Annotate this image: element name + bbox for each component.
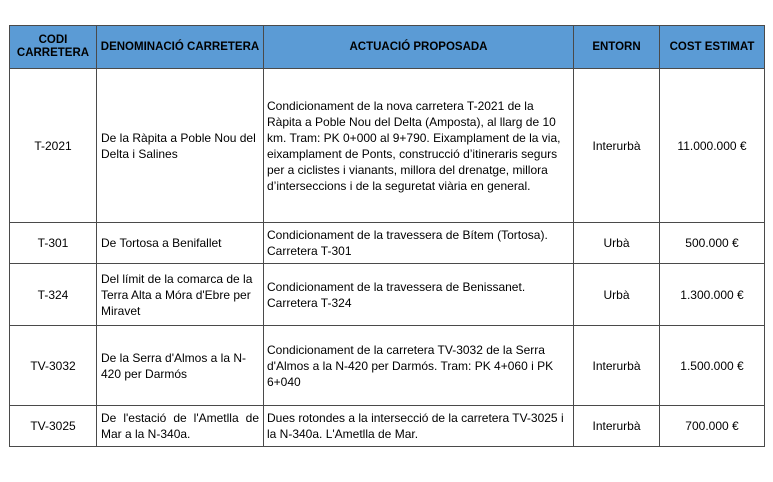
action-cell: Condicionament de la nova carretera T-2021 de la Ràpita a Poble Nou del Delta (Amposta), al llarg de 10 km. Tram: PK 0+000 al 9+790. Eixamplament de la via, eixamplament de Ponts, construcció d’itineraris segurs per a ciclistes i vianants, millora del drenatge, millora d’interseccions i de la seguretat viària en general. — [264, 69, 574, 223]
cost-cell: 11.000.000 € — [660, 69, 765, 223]
environment-cell: Interurbà — [574, 326, 660, 406]
header-environment: ENTORN — [574, 26, 660, 69]
table-row — [10, 406, 765, 447]
table-row — [10, 223, 765, 264]
action-cell: Condicionament de la carretera TV-3032 de la Serra d'Almos a la N-420 per Darmós. Tram: PK 4+060 i PK 6+040 — [264, 326, 574, 406]
road-code-cell: TV-3025 — [10, 406, 97, 447]
header-name: DENOMINACIÓ CARRETERA — [97, 26, 264, 69]
roads-table — [9, 25, 765, 447]
road-code-cell: T-2021 — [10, 69, 97, 223]
environment-cell: Interurbà — [574, 69, 660, 223]
header-code: CODI CARRETERA — [10, 26, 97, 69]
cost-cell: 700.000 € — [660, 406, 765, 447]
action-cell: Condicionament de la travessera de Benissanet. Carretera T-324 — [264, 264, 574, 326]
cost-cell: 1.300.000 € — [660, 264, 765, 326]
environment-cell: Urbà — [574, 223, 660, 264]
action-cell: Dues rotondes a la intersecció de la carretera TV-3025 i la N-340a. L'Ametlla de Mar. — [264, 406, 574, 447]
cost-cell: 500.000 € — [660, 223, 765, 264]
environment-cell: Interurbà — [574, 406, 660, 447]
header-row — [10, 26, 765, 69]
road-name-cell: De l'estació de l'Ametlla de Mar a la N-340a. — [97, 406, 264, 447]
header-cost: COST ESTIMAT — [660, 26, 765, 69]
road-name-cell: De la Ràpita a Poble Nou del Delta i Salines — [97, 69, 264, 223]
table-row — [10, 69, 765, 223]
table-row — [10, 326, 765, 406]
cost-cell: 1.500.000 € — [660, 326, 765, 406]
road-name-cell: De Tortosa a Benifallet — [97, 223, 264, 264]
road-code-cell: TV-3032 — [10, 326, 97, 406]
header-action: ACTUACIÓ PROPOSADA — [264, 26, 574, 69]
road-code-cell: T-301 — [10, 223, 97, 264]
road-name-cell: Del límit de la comarca de la Terra Alta a Móra d'Ebre per Miravet — [97, 264, 264, 326]
road-name-cell: De la Serra d'Almos a la N-420 per Darmós — [97, 326, 264, 406]
table-row — [10, 264, 765, 326]
road-code-cell: T-324 — [10, 264, 97, 326]
environment-cell: Urbà — [574, 264, 660, 326]
action-cell: Condicionament de la travessera de Bítem (Tortosa). Carretera T-301 — [264, 223, 574, 264]
